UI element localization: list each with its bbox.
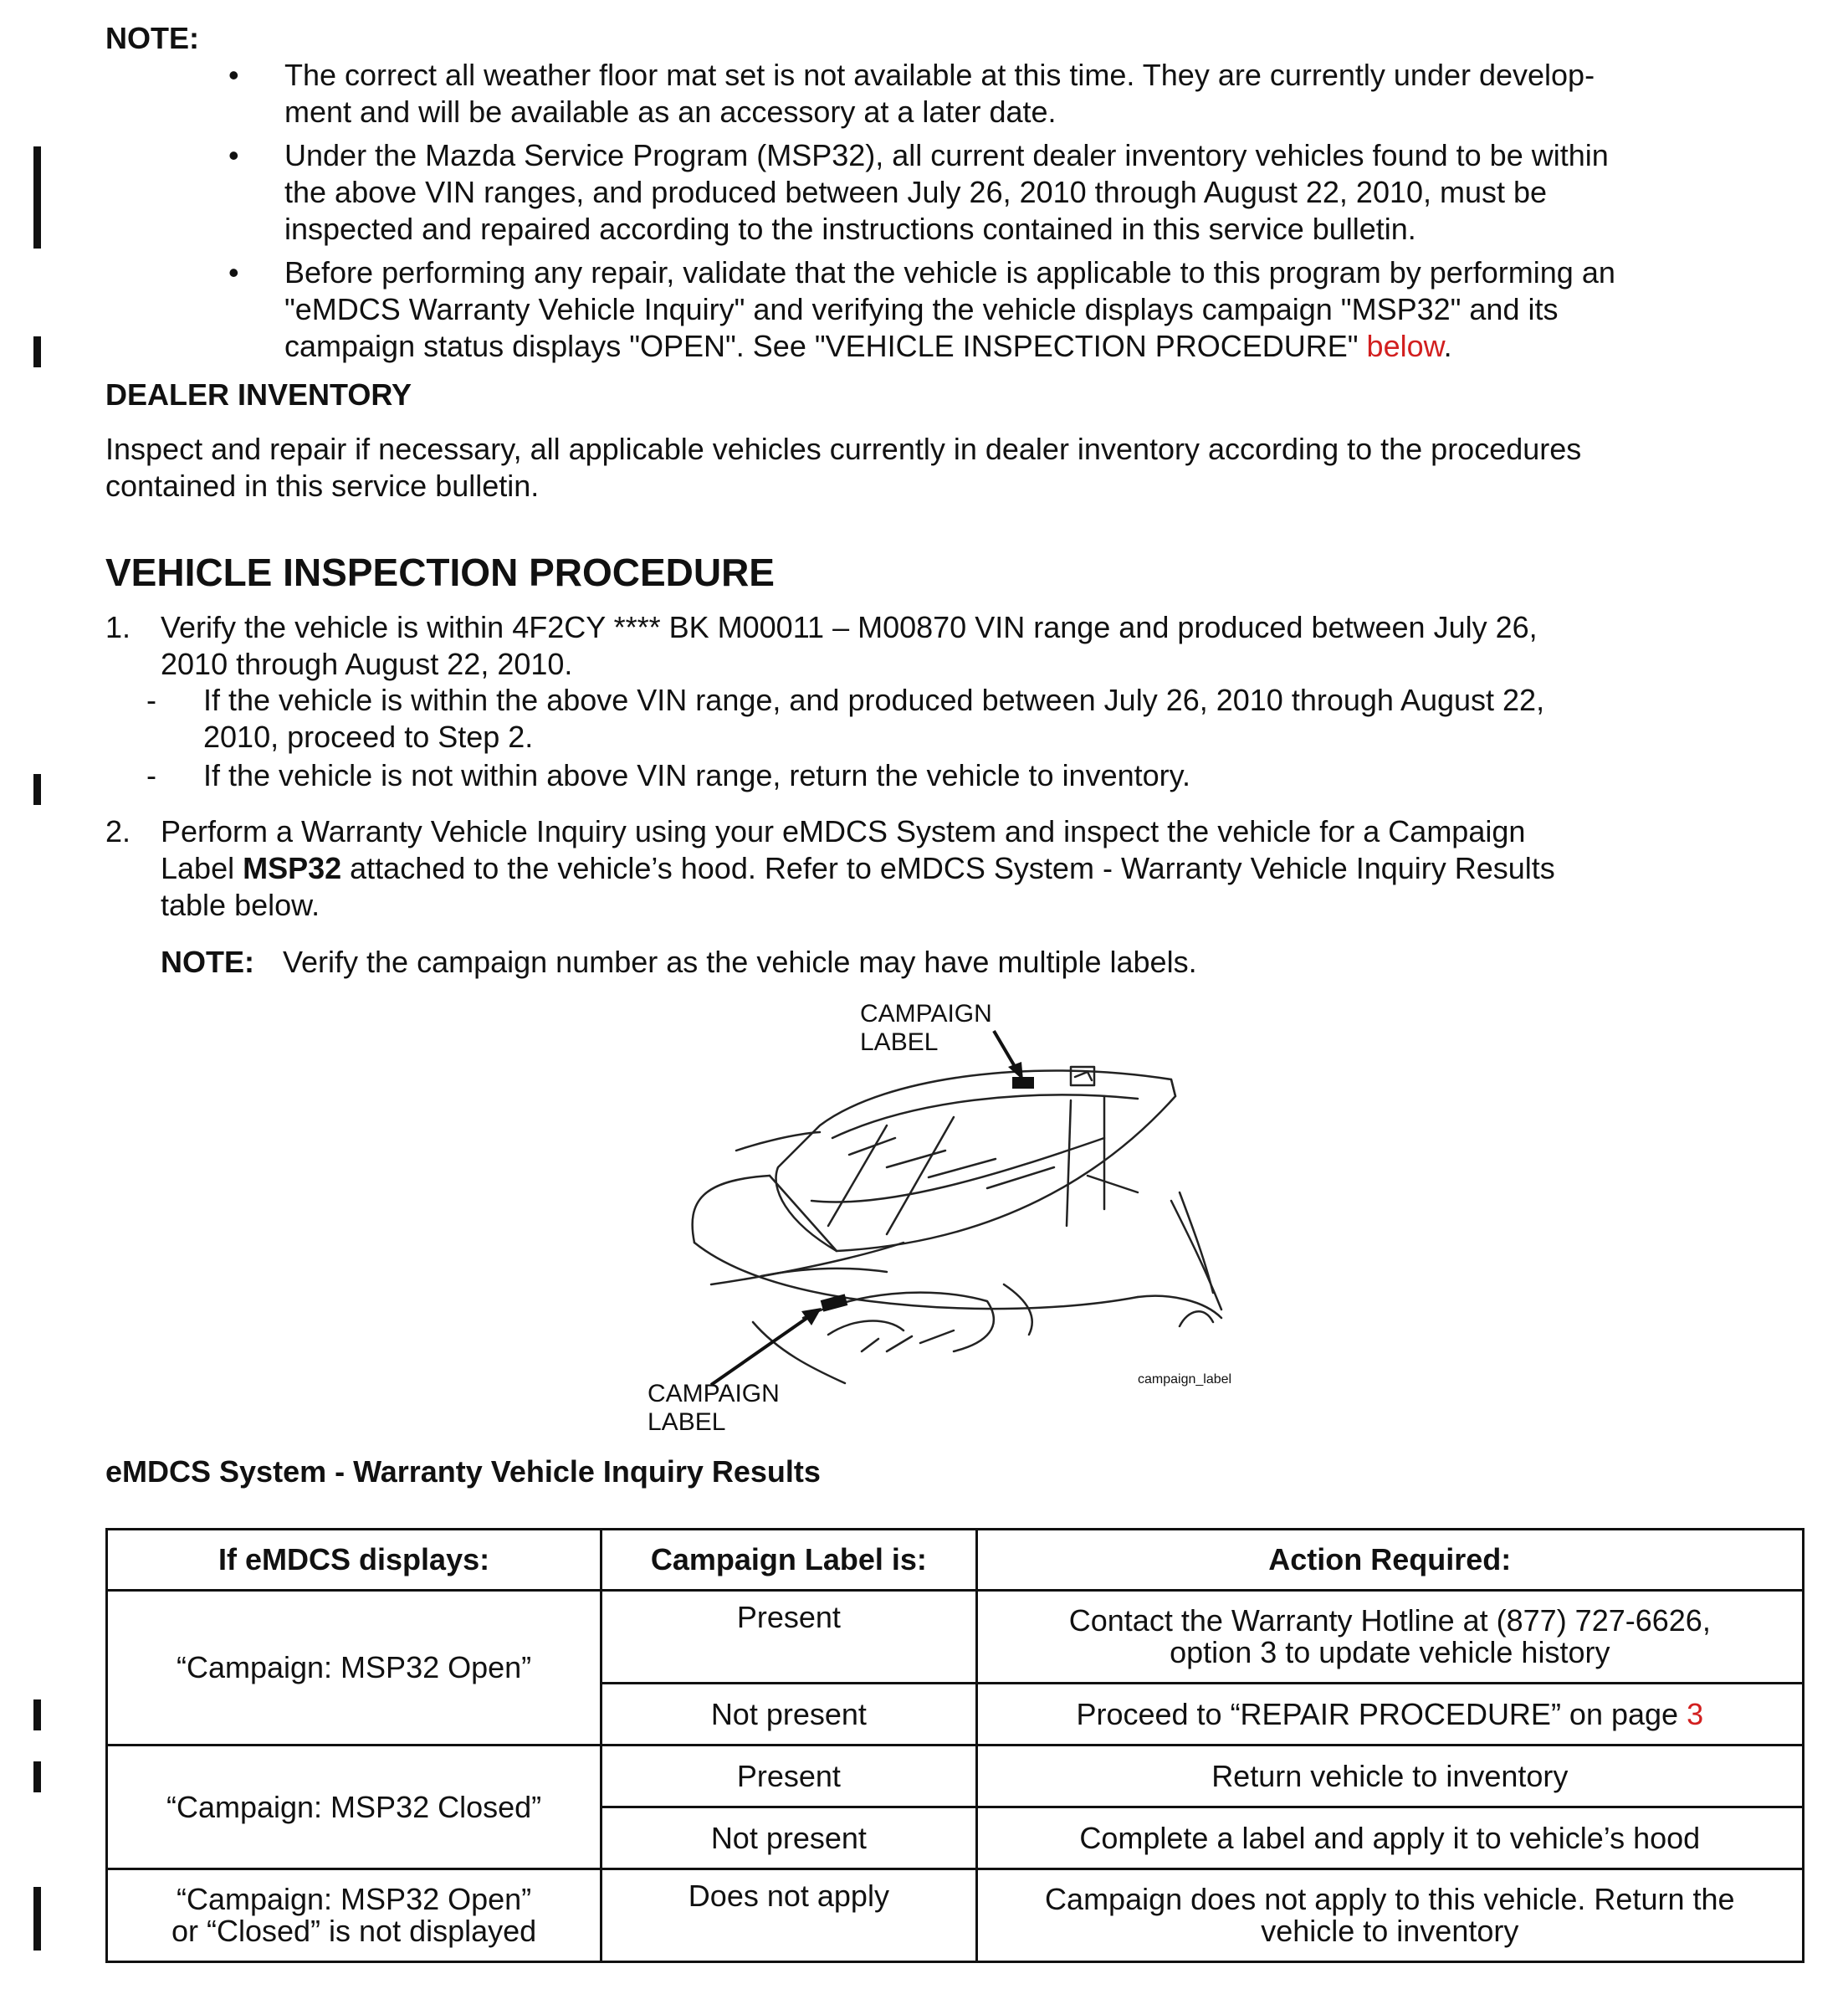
bullet-dot: • <box>228 138 239 172</box>
table-cell <box>976 1869 1803 1962</box>
bullet-dot: • <box>228 58 239 92</box>
bullet-dot: • <box>228 255 239 290</box>
table-header: Action Required: <box>976 1530 1803 1591</box>
table-cell: Not present <box>601 1684 976 1746</box>
table-header: Campaign Label is: <box>601 1530 976 1591</box>
table-cell <box>107 1869 601 1962</box>
table-header: If eMDCS displays: <box>107 1530 601 1591</box>
text-span: attached to the vehicle’s hood. Refer to eMDCS System - Warranty Vehicle Inquiry Results <box>341 851 1555 885</box>
table-cell: Present <box>601 1591 976 1684</box>
dealer-inventory-heading: DEALER INVENTORY <box>105 377 412 412</box>
top-label-marker <box>1012 1077 1034 1089</box>
inquiry-results-table <box>105 1528 1804 1963</box>
note-text: Verify the campaign number as the vehicle may have multiple labels. <box>283 945 1197 979</box>
hood-campaign-label-diagram <box>636 1000 1272 1443</box>
text-line: ment and will be available as an accessory at a later date. <box>284 95 1057 129</box>
table-row <box>107 1869 1804 1962</box>
change-bar <box>33 774 41 805</box>
note-label: NOTE: <box>161 945 254 979</box>
text-line: the above VIN ranges, and produced between July 26, 2010 through August 22, 2010, must be <box>284 175 1548 209</box>
cell-line: option 3 to update vehicle history <box>1170 1635 1610 1669</box>
table-cell: “Campaign: MSP32 Closed” <box>107 1746 601 1869</box>
text-line: contained in this service bulletin. <box>105 469 540 503</box>
text-line: If the vehicle is within the above VIN range, and produced between July 26, 2010 through August 22, <box>203 683 1545 717</box>
top-label-line-2: LABEL <box>860 1028 939 1056</box>
table-header-row <box>107 1530 1804 1591</box>
procedure-heading: VEHICLE INSPECTION PROCEDURE <box>105 551 775 594</box>
dealer-inventory-paragraph <box>105 431 1812 505</box>
cell-line: vehicle to inventory <box>1261 1914 1519 1948</box>
diagram-caption: campaign_label <box>1138 1372 1232 1387</box>
hood-drawing <box>693 1067 1221 1383</box>
text-line: 2010 through August 22, 2010. <box>161 647 573 681</box>
cell-line: Campaign does not apply to this vehicle. Return the <box>1045 1882 1735 1916</box>
table-row <box>107 1591 1804 1684</box>
table-cell <box>976 1684 1803 1746</box>
step-1-sub-2: If the vehicle is not within above VIN range, return the vehicle to inventory. <box>203 758 1190 792</box>
text-line: Inspect and repair if necessary, all applicable vehicles currently in dealer inventory according to the procedures <box>105 432 1582 466</box>
note-heading: NOTE: <box>105 21 199 55</box>
cell-line: “Campaign: MSP32 Open” <box>176 1882 532 1916</box>
change-bar <box>33 146 41 249</box>
text-line: Before performing any repair, validate that the vehicle is applicable to this program by performing an <box>284 255 1615 290</box>
table-cell: Complete a label and apply it to vehicle’s hood <box>976 1807 1803 1869</box>
step-1-sub-1 <box>203 682 1826 756</box>
text-line <box>284 328 1807 365</box>
text-line: 2010, proceed to Step 2. <box>203 720 534 754</box>
below-link[interactable]: below <box>1366 329 1444 363</box>
table-cell: Does not apply <box>601 1869 976 1962</box>
note-bullet-1 <box>284 57 1807 131</box>
results-table-title: eMDCS System - Warranty Vehicle Inquiry Results <box>105 1454 821 1489</box>
step-2-note <box>161 944 1197 981</box>
text-line: "eMDCS Warranty Vehicle Inquiry" and verifying the vehicle displays campaign "MSP32" and its <box>284 292 1559 326</box>
bottom-label-line-2: LABEL <box>648 1408 726 1436</box>
bottom-label-line-1: CAMPAIGN <box>648 1380 780 1407</box>
text-line: inspected and repaired according to the instructions contained in this service bulletin. <box>284 212 1416 246</box>
campaign-code: MSP32 <box>243 851 342 885</box>
change-bar <box>33 1761 41 1792</box>
bottom-arrow <box>711 1314 813 1385</box>
change-bar <box>33 1699 41 1730</box>
cell-text: Proceed to “REPAIR PROCEDURE” on page <box>1076 1696 1679 1731</box>
note-bullet-3 <box>284 254 1807 365</box>
step-number: 2. <box>105 814 131 848</box>
step-2-text <box>161 813 1825 924</box>
text-line: Under the Mazda Service Program (MSP32), all current dealer inventory vehicles found to be within <box>284 138 1609 172</box>
step-1-text <box>161 609 1825 683</box>
text-line <box>161 850 1825 887</box>
change-bar <box>33 336 41 367</box>
table-row <box>107 1746 1804 1807</box>
cell-line: Contact the Warranty Hotline at (877) 727-6626, <box>1068 1603 1711 1638</box>
page-link[interactable]: 3 <box>1687 1696 1704 1731</box>
text-line: Perform a Warranty Vehicle Inquiry using your eMDCS System and inspect the vehicle for a Campaign <box>161 814 1526 848</box>
note-bullet-2 <box>284 137 1807 248</box>
text-line: The correct all weather floor mat set is not available at this time. They are currently under develop- <box>284 58 1595 92</box>
text-span: campaign status displays "OPEN". See "VEHICLE INSPECTION PROCEDURE" <box>284 329 1359 363</box>
top-label-line-1: CAMPAIGN <box>860 1000 992 1028</box>
text-line: table below. <box>161 888 320 922</box>
dash-marker: - <box>146 683 156 717</box>
text-span: Label <box>161 851 243 885</box>
table-cell <box>976 1591 1803 1684</box>
change-bar <box>33 1887 41 1951</box>
table-cell: “Campaign: MSP32 Open” <box>107 1591 601 1746</box>
text-line: Verify the vehicle is within 4F2CY **** BK M00011 – M00870 VIN range and produced between July 26, <box>161 610 1538 644</box>
table-cell: Present <box>601 1746 976 1807</box>
step-number: 1. <box>105 610 131 644</box>
cell-line: or “Closed” is not displayed <box>171 1914 537 1948</box>
table-cell: Return vehicle to inventory <box>976 1746 1803 1807</box>
dash-marker: - <box>146 758 156 792</box>
table-cell: Not present <box>601 1807 976 1869</box>
text-span: . <box>1443 329 1452 363</box>
